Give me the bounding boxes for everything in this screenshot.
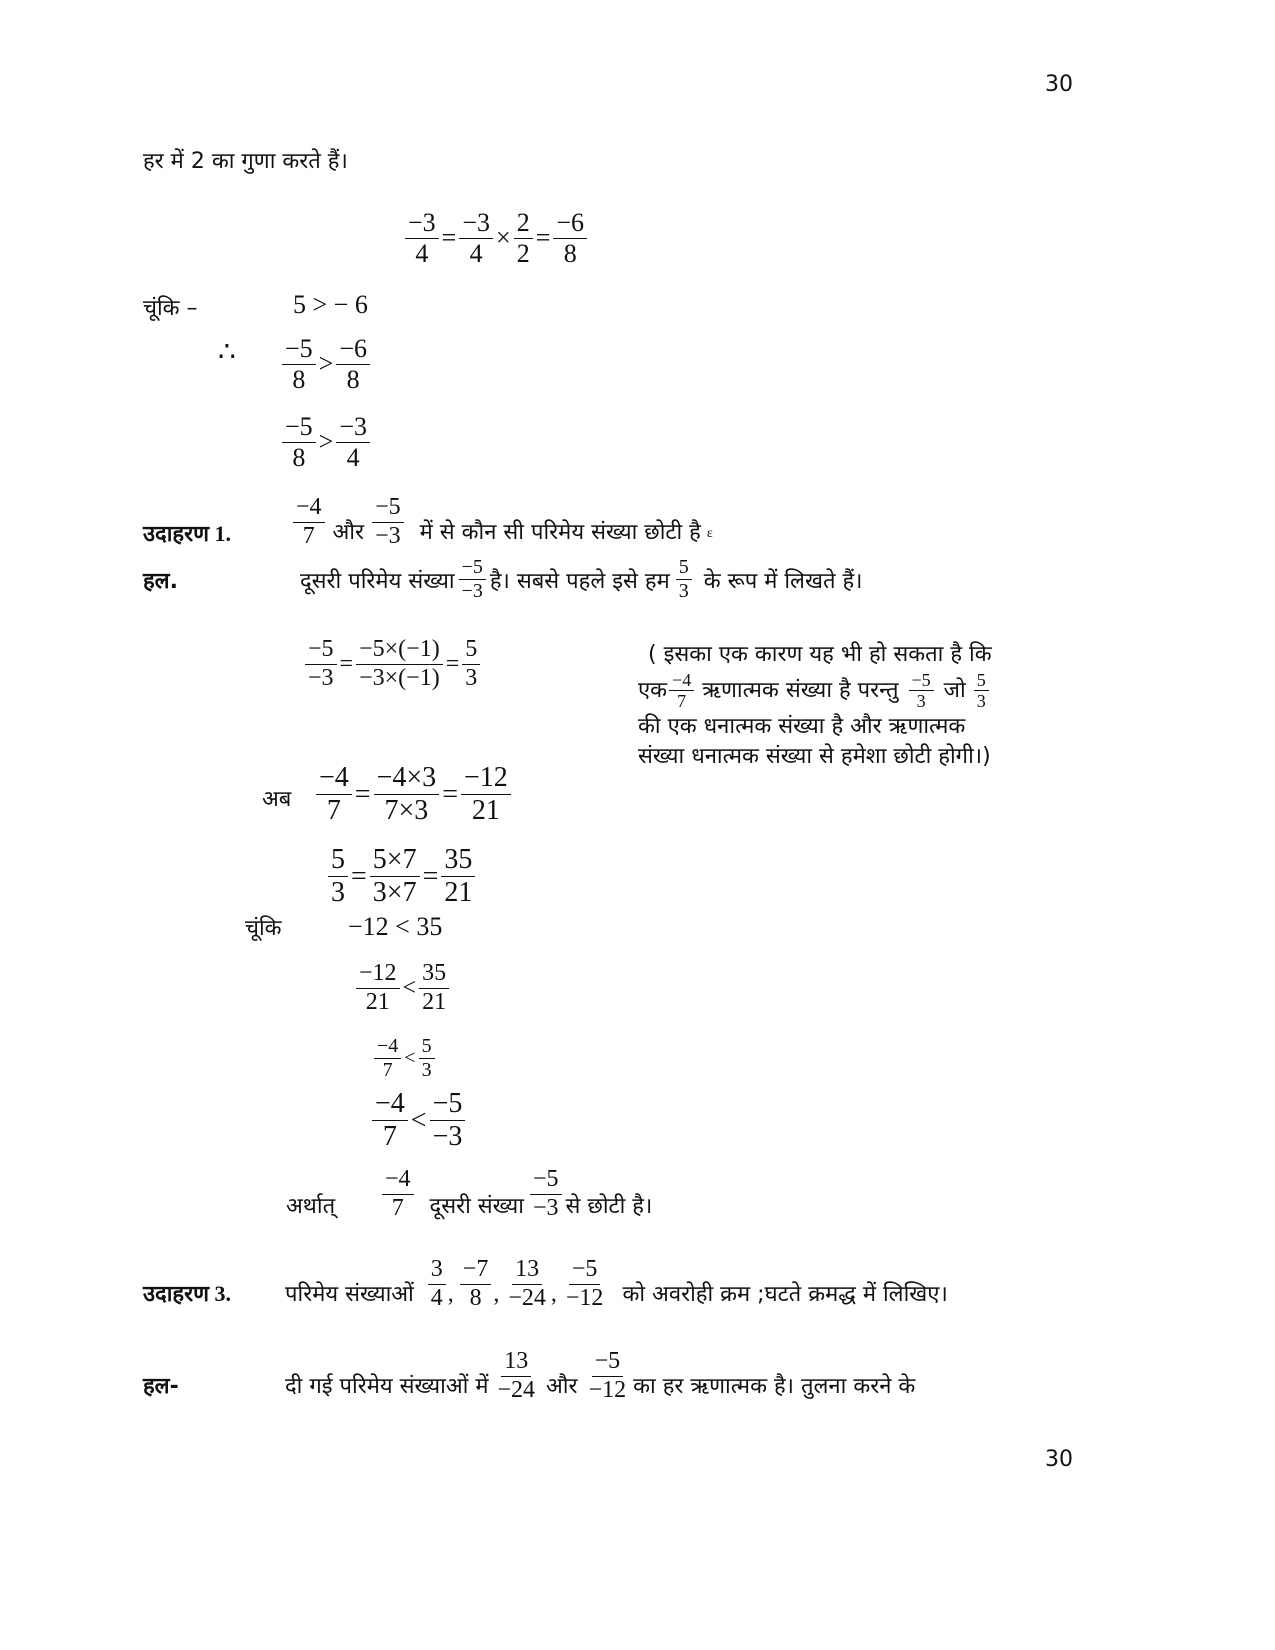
fraction xyxy=(405,208,439,269)
denominator: −3 xyxy=(432,1121,463,1153)
intro-line: हर में 2 का गुणा करते हैं। xyxy=(143,149,348,174)
numerator: −5 xyxy=(282,412,316,443)
fraction xyxy=(586,1348,630,1404)
numerator: 5 xyxy=(462,636,480,665)
denominator: −24 xyxy=(508,1284,546,1311)
operator: < xyxy=(404,1047,416,1069)
denominator: 3 xyxy=(678,580,689,602)
denominator: 4 xyxy=(346,442,360,472)
operator: < xyxy=(410,1104,427,1136)
example-3-fractions xyxy=(428,1256,607,1312)
numerator: −3 xyxy=(405,208,439,239)
numerator: −3 xyxy=(336,412,370,443)
operator: = xyxy=(354,778,371,810)
step-2 xyxy=(282,412,370,473)
fraction xyxy=(282,412,316,473)
note-text: जो xyxy=(943,678,966,704)
numerator: 2 xyxy=(514,208,533,239)
numerator: −5 xyxy=(372,494,404,523)
note-line-1: ( इसका एक कारण यह भी हो सकता है कि xyxy=(648,642,992,667)
numerator: −12 xyxy=(356,960,400,989)
numerator: 5 xyxy=(676,556,692,580)
since-label: चूंकि – xyxy=(143,296,198,321)
fraction xyxy=(441,844,475,909)
operator: = xyxy=(442,778,458,810)
conclusion-label: अर्थात् xyxy=(286,1194,336,1220)
numerator: −4 xyxy=(669,670,694,692)
operator: = xyxy=(339,650,354,677)
solution-1-text-c: के रूप में लिखते हैं। xyxy=(703,568,863,594)
numerator: 5 xyxy=(974,670,989,692)
fraction xyxy=(909,670,934,712)
step-1 xyxy=(282,334,370,395)
numerator: −5 xyxy=(569,1256,601,1285)
fraction xyxy=(430,1088,466,1153)
numerator: 5×7 xyxy=(370,844,420,877)
example-1-label: उदाहरण 1. xyxy=(143,521,232,547)
numerator: 35 xyxy=(441,844,475,877)
operator: = xyxy=(441,223,457,253)
fraction xyxy=(563,1256,607,1312)
fraction xyxy=(459,556,486,603)
denominator: 8 xyxy=(346,364,360,394)
numerator: −4 xyxy=(372,1088,408,1121)
operator: > xyxy=(318,427,334,457)
numerator: 13 xyxy=(501,1348,531,1377)
numerator: −12 xyxy=(461,762,511,795)
example-1-question: में से कौन सी परिमेय संख्या छोटी है xyxy=(419,520,701,546)
fraction xyxy=(356,960,400,1016)
denominator: −3 xyxy=(533,1194,559,1221)
numerator: −6 xyxy=(336,334,370,365)
note-line-2 xyxy=(638,670,992,712)
fraction xyxy=(356,636,443,692)
equation-1 xyxy=(405,208,587,269)
fraction xyxy=(372,1088,408,1153)
denominator: 8 xyxy=(469,1284,482,1311)
conclusion-text-b: से छोटी है। xyxy=(565,1194,653,1220)
page-number-bottom: 30 xyxy=(1045,1447,1073,1472)
fraction xyxy=(676,556,692,603)
equation-2 xyxy=(305,636,480,692)
denominator: −12 xyxy=(588,1376,627,1403)
numerator: −4×3 xyxy=(374,762,440,795)
fraction xyxy=(462,636,480,692)
denominator: −12 xyxy=(565,1284,604,1311)
denominator: −3 xyxy=(375,522,401,549)
and-word: और xyxy=(332,520,365,546)
example-3-text-b: को अवरोही क्रम ;घटते क्रमद्ध में लिखिए। xyxy=(622,1282,948,1308)
solution-1-text-b: है। सबसे पहले इसे हम xyxy=(489,568,670,594)
denominator: 7 xyxy=(677,691,687,712)
operator: × xyxy=(496,223,511,253)
operator: = xyxy=(351,860,367,892)
numerator: 3 xyxy=(428,1256,446,1285)
numerator: 5 xyxy=(419,1035,435,1059)
solution-3-label: हल- xyxy=(143,1374,179,1400)
denominator: 3 xyxy=(331,877,345,909)
denominator: 4 xyxy=(415,238,429,268)
fraction xyxy=(974,670,989,712)
fraction xyxy=(428,1256,446,1312)
numerator: −3 xyxy=(459,208,493,239)
denominator: 7×3 xyxy=(384,795,429,827)
denominator: 8 xyxy=(292,364,306,394)
solution-3-text-a: दी गई परिमेय संख्याओं में xyxy=(285,1374,489,1400)
fraction xyxy=(530,1166,562,1222)
fraction xyxy=(460,1256,492,1312)
numerator: −4 xyxy=(293,494,325,523)
denominator: −3 xyxy=(461,580,483,602)
numerator: −5 xyxy=(530,1166,562,1195)
numerator: 35 xyxy=(419,960,449,989)
solution-label: हल. xyxy=(143,568,178,594)
denominator: 7 xyxy=(391,1194,404,1221)
since-statement: 5 > − 6 xyxy=(293,290,368,319)
conclusion-text-a: दूसरी संख्या xyxy=(429,1194,524,1220)
example-3-label: उदाहरण 3. xyxy=(143,1281,232,1307)
denominator: 3 xyxy=(976,691,986,712)
comma-separator: , xyxy=(493,1281,500,1308)
equation-5 xyxy=(356,960,449,1016)
equation-4 xyxy=(328,844,475,909)
denominator: 7 xyxy=(326,795,341,827)
denominator: −3 xyxy=(308,664,334,691)
fraction xyxy=(293,494,325,550)
numerator: 13 xyxy=(512,1256,542,1285)
denominator: −24 xyxy=(497,1376,536,1403)
numerator: −5 xyxy=(909,670,934,692)
conclusion xyxy=(286,1166,652,1222)
fraction xyxy=(336,334,370,395)
comma-separator: , xyxy=(550,1281,557,1308)
numerator: −4 xyxy=(316,762,352,795)
fraction xyxy=(374,762,440,827)
fraction xyxy=(505,1256,549,1312)
numerator: −5 xyxy=(305,636,337,665)
note-line-3: की एक धनात्मक संख्या है और ऋणात्मक xyxy=(638,714,966,740)
note-text: ऋणात्मक संख्या है परन्तु xyxy=(702,678,899,704)
trailing-glyph: ε xyxy=(706,526,713,542)
fraction xyxy=(372,494,404,550)
solution-1-text-a: दूसरी परिमेय संख्या xyxy=(300,568,455,594)
denominator: 21 xyxy=(471,795,500,827)
numerator: −5×(−1) xyxy=(356,636,443,665)
example-3 xyxy=(143,1256,948,1312)
comma-separator: , xyxy=(447,1281,454,1308)
numerator: −6 xyxy=(553,208,587,239)
numerator: −5 xyxy=(282,334,316,365)
fraction xyxy=(419,960,449,1016)
since-2-statement: −12 < 35 xyxy=(348,912,443,941)
numerator: −7 xyxy=(460,1256,492,1285)
fraction xyxy=(305,636,337,692)
denominator: 7 xyxy=(382,1059,393,1081)
denominator: 3×7 xyxy=(372,877,417,909)
fraction xyxy=(282,334,316,395)
therefore-symbol: ∴ xyxy=(218,337,236,368)
numerator: −5 xyxy=(459,556,486,580)
denominator: 21 xyxy=(422,988,447,1015)
denominator: −3×(−1) xyxy=(359,664,440,691)
fraction xyxy=(669,670,694,712)
fraction xyxy=(461,762,511,827)
denominator: 4 xyxy=(469,238,483,268)
denominator: 8 xyxy=(292,442,306,472)
example-3-text-a: परिमेय संख्याओं xyxy=(285,1282,414,1308)
fraction xyxy=(553,208,587,269)
since-2-label: चूंकि xyxy=(245,916,282,941)
solution-3 xyxy=(143,1348,915,1404)
solution-1 xyxy=(143,556,863,603)
fraction xyxy=(336,412,370,473)
fraction xyxy=(495,1348,539,1404)
equation-3 xyxy=(316,762,511,827)
page-number-top: 30 xyxy=(1045,72,1073,97)
denominator: 3 xyxy=(421,1059,432,1081)
operator: > xyxy=(318,349,334,379)
numerator: −4 xyxy=(374,1035,401,1059)
denominator: 8 xyxy=(563,238,577,268)
denominator: 3 xyxy=(465,664,478,691)
denominator: 4 xyxy=(430,1284,443,1311)
numerator: −5 xyxy=(430,1088,466,1121)
and-word: और xyxy=(546,1374,578,1400)
fraction xyxy=(514,208,533,269)
ab-label: अब xyxy=(262,787,292,812)
operator: < xyxy=(402,974,417,1001)
denominator: 21 xyxy=(444,877,473,909)
fraction xyxy=(328,844,348,909)
fraction xyxy=(374,1035,401,1082)
operator: = xyxy=(535,223,551,253)
fraction xyxy=(370,844,420,909)
note-text: एक xyxy=(638,678,668,704)
operator: = xyxy=(445,650,460,677)
fraction xyxy=(459,208,493,269)
denominator: 21 xyxy=(365,988,390,1015)
denominator: 3 xyxy=(916,691,926,712)
solution-3-text-b: का हर ऋणात्मक है। तुलना करने के xyxy=(633,1374,916,1400)
denominator: 7 xyxy=(382,1121,397,1153)
operator: = xyxy=(422,860,439,892)
side-note xyxy=(638,640,992,771)
fraction xyxy=(419,1035,435,1082)
equation-6 xyxy=(374,1035,435,1082)
denominator: 2 xyxy=(516,238,530,268)
fraction xyxy=(316,762,352,827)
example-1 xyxy=(143,494,713,550)
numerator: −5 xyxy=(592,1348,624,1377)
fraction xyxy=(382,1166,414,1222)
equation-7 xyxy=(372,1088,465,1153)
denominator: 7 xyxy=(302,522,315,549)
numerator: 5 xyxy=(328,844,348,877)
note-line-4: संख्या धनात्मक संख्या से हमेशा छोटी होगी।) xyxy=(638,743,991,769)
numerator: −4 xyxy=(382,1166,414,1195)
